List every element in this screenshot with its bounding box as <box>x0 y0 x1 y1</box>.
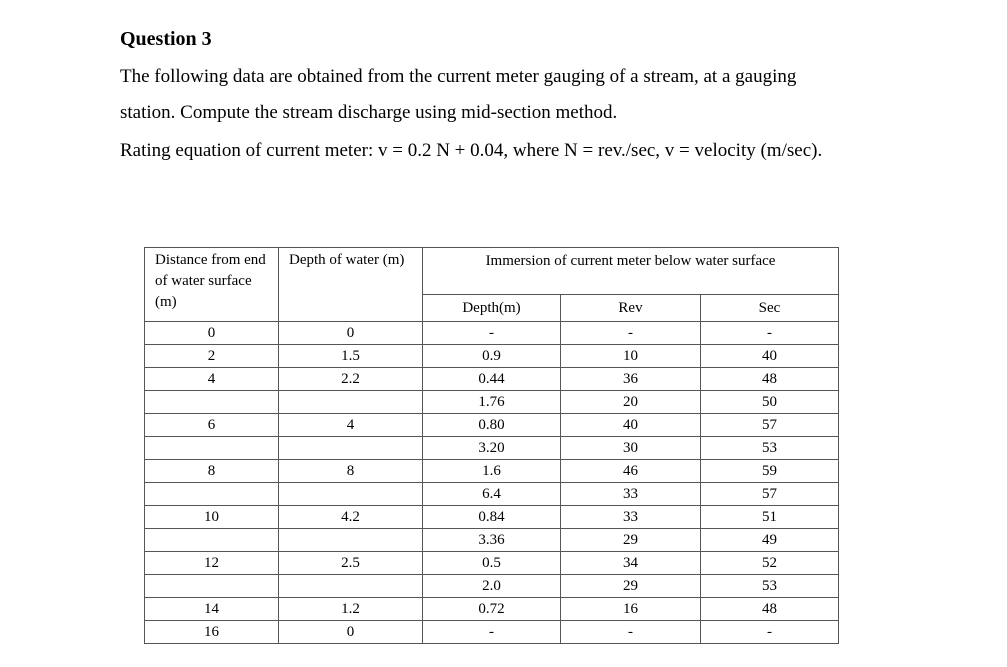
cell-distance <box>145 575 279 598</box>
cell-distance: 4 <box>145 368 279 391</box>
cell-rev: 16 <box>561 598 701 621</box>
table-row <box>145 414 839 437</box>
cell-rev: 34 <box>561 552 701 575</box>
cell-rev: 29 <box>561 575 701 598</box>
cell-sec: 48 <box>701 598 839 621</box>
cell-distance: 14 <box>145 598 279 621</box>
cell-sec: 57 <box>701 414 839 437</box>
table-body <box>145 322 839 644</box>
subheader-sec: Sec <box>701 295 839 322</box>
cell-depth: 2.5 <box>279 552 423 575</box>
table-row <box>145 391 839 414</box>
cell-immersion-depth: 0.5 <box>423 552 561 575</box>
subheader-depth: Depth(m) <box>423 295 561 322</box>
table-row <box>145 552 839 575</box>
cell-distance <box>145 483 279 506</box>
table-row <box>145 506 839 529</box>
cell-depth <box>279 575 423 598</box>
cell-immersion-depth: - <box>423 322 561 345</box>
cell-rev: - <box>561 322 701 345</box>
cell-sec: 53 <box>701 575 839 598</box>
cell-immersion-depth: 3.36 <box>423 529 561 552</box>
cell-rev: 33 <box>561 483 701 506</box>
question-text-line-2: station. Compute the stream discharge using mid-section method. <box>120 102 618 123</box>
table-header-row <box>145 248 839 295</box>
subheader-rev: Rev <box>561 295 701 322</box>
cell-immersion-depth: 0.44 <box>423 368 561 391</box>
cell-distance: 2 <box>145 345 279 368</box>
cell-rev: 46 <box>561 460 701 483</box>
cell-rev: 40 <box>561 414 701 437</box>
cell-depth: 0 <box>279 322 423 345</box>
gauging-data-table <box>144 247 839 644</box>
table-row <box>145 322 839 345</box>
cell-sec: 59 <box>701 460 839 483</box>
cell-depth: 1.5 <box>279 345 423 368</box>
cell-depth: 0 <box>279 621 423 644</box>
table-row <box>145 437 839 460</box>
table-row <box>145 460 839 483</box>
cell-immersion-depth: 1.6 <box>423 460 561 483</box>
cell-immersion-depth: 0.84 <box>423 506 561 529</box>
cell-depth <box>279 391 423 414</box>
cell-depth <box>279 483 423 506</box>
question-text-line-1: The following data are obtained from the current meter gauging of a stream, at a gauging <box>120 66 797 87</box>
table-row <box>145 483 839 506</box>
cell-distance <box>145 529 279 552</box>
cell-depth <box>279 529 423 552</box>
cell-distance: 8 <box>145 460 279 483</box>
cell-distance: 6 <box>145 414 279 437</box>
table-row <box>145 345 839 368</box>
table-row <box>145 621 839 644</box>
cell-rev: - <box>561 621 701 644</box>
cell-rev: 30 <box>561 437 701 460</box>
cell-rev: 29 <box>561 529 701 552</box>
question-title: Question 3 <box>120 28 212 50</box>
cell-sec: 51 <box>701 506 839 529</box>
cell-depth: 4.2 <box>279 506 423 529</box>
cell-depth: 2.2 <box>279 368 423 391</box>
cell-rev: 10 <box>561 345 701 368</box>
cell-immersion-depth: - <box>423 621 561 644</box>
cell-distance: 12 <box>145 552 279 575</box>
cell-immersion-depth: 2.0 <box>423 575 561 598</box>
cell-rev: 36 <box>561 368 701 391</box>
cell-rev: 20 <box>561 391 701 414</box>
cell-sec: 40 <box>701 345 839 368</box>
cell-distance: 0 <box>145 322 279 345</box>
cell-distance <box>145 391 279 414</box>
table-row <box>145 529 839 552</box>
cell-sec: - <box>701 322 839 345</box>
cell-immersion-depth: 6.4 <box>423 483 561 506</box>
cell-depth: 8 <box>279 460 423 483</box>
cell-depth <box>279 437 423 460</box>
header-depth-of-water: Depth of water (m) <box>279 248 423 322</box>
cell-sec: 52 <box>701 552 839 575</box>
cell-sec: 57 <box>701 483 839 506</box>
table-row <box>145 575 839 598</box>
cell-sec: 49 <box>701 529 839 552</box>
cell-depth: 1.2 <box>279 598 423 621</box>
rating-equation-line: Rating equation of current meter: v = 0.2 N + 0.04, where N = rev./sec, v = velocity (m/sec). <box>120 140 823 161</box>
cell-sec: - <box>701 621 839 644</box>
cell-distance <box>145 437 279 460</box>
header-immersion: Immersion of current meter below water surface <box>423 248 839 295</box>
cell-immersion-depth: 0.9 <box>423 345 561 368</box>
cell-sec: 50 <box>701 391 839 414</box>
cell-distance: 16 <box>145 621 279 644</box>
table-row <box>145 368 839 391</box>
cell-rev: 33 <box>561 506 701 529</box>
cell-sec: 53 <box>701 437 839 460</box>
header-distance: Distance from end of water surface (m) <box>145 248 279 322</box>
cell-immersion-depth: 0.80 <box>423 414 561 437</box>
cell-immersion-depth: 1.76 <box>423 391 561 414</box>
cell-immersion-depth: 0.72 <box>423 598 561 621</box>
table-row <box>145 598 839 621</box>
cell-sec: 48 <box>701 368 839 391</box>
cell-immersion-depth: 3.20 <box>423 437 561 460</box>
cell-depth: 4 <box>279 414 423 437</box>
cell-distance: 10 <box>145 506 279 529</box>
